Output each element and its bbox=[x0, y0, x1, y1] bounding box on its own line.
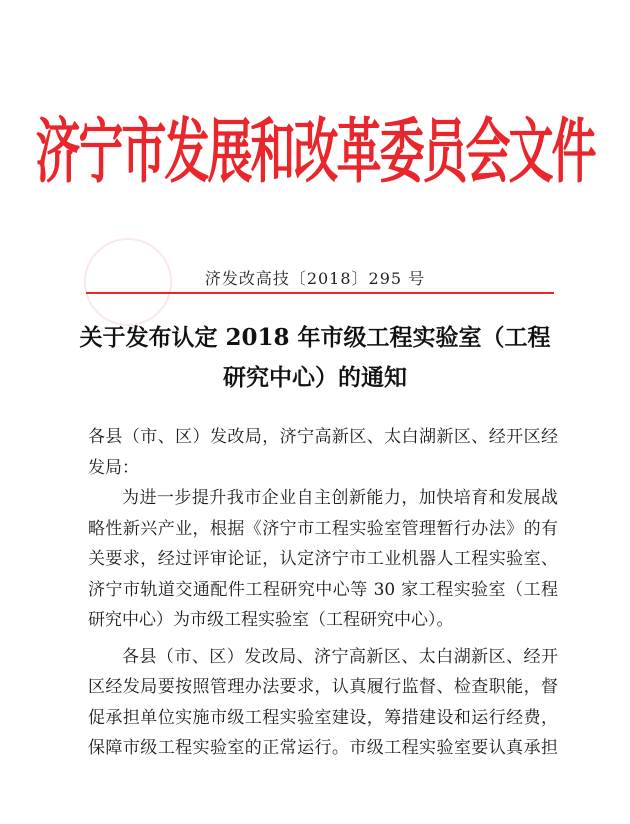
body-line: 各县（市、区）发改局，济宁高新区、太白湖新区、经开区经 bbox=[88, 427, 558, 447]
body-line: 促承担单位实施市级工程实验室建设，筹措建设和运行经费， bbox=[88, 707, 558, 728]
address-paragraph bbox=[88, 422, 558, 483]
notice-title-line: 关于发布认定 2018 年市级工程实验室（工程 bbox=[79, 324, 551, 351]
body-line: 关要求，经过评审论证，认定济宁市工业机器人工程实验室、 bbox=[88, 549, 558, 569]
body-line: 略性新兴产业，根据《济宁市工程实验室管理暂行办法》的有 bbox=[88, 518, 558, 539]
body-line: 济宁市轨道交通配件工程研究中心等 30 家工程实验室（工程 bbox=[88, 579, 558, 600]
body-line: 为进一步提升我市企业自主创新能力，加快培育和发展战 bbox=[122, 488, 558, 508]
issuer-header-title: 济宁市发展和改革委员会文件 bbox=[35, 110, 595, 193]
body-line: 研究中心）为市级工程实验室（工程研究中心）。 bbox=[88, 610, 454, 630]
paragraph-1 bbox=[88, 483, 558, 636]
body-line: 区经发局要按照管理办法要求，认真履行监督、检查职能，督 bbox=[88, 677, 558, 697]
paragraph-2 bbox=[88, 642, 558, 764]
notice-title-line: 研究中心）的通知 bbox=[223, 364, 407, 391]
notice-title bbox=[60, 318, 570, 398]
body-line: 各县（市、区）发改局、济宁高新区、太白湖新区、经开 bbox=[122, 646, 558, 667]
red-separator-line bbox=[86, 292, 554, 294]
notice-body bbox=[88, 422, 558, 764]
document-number: 济发改高技〔2018〕295 号 bbox=[204, 269, 426, 288]
body-line: 发局： bbox=[88, 457, 139, 478]
body-line: 保障市级工程实验室的正常运行。市级工程实验室要认真承担 bbox=[88, 738, 558, 758]
